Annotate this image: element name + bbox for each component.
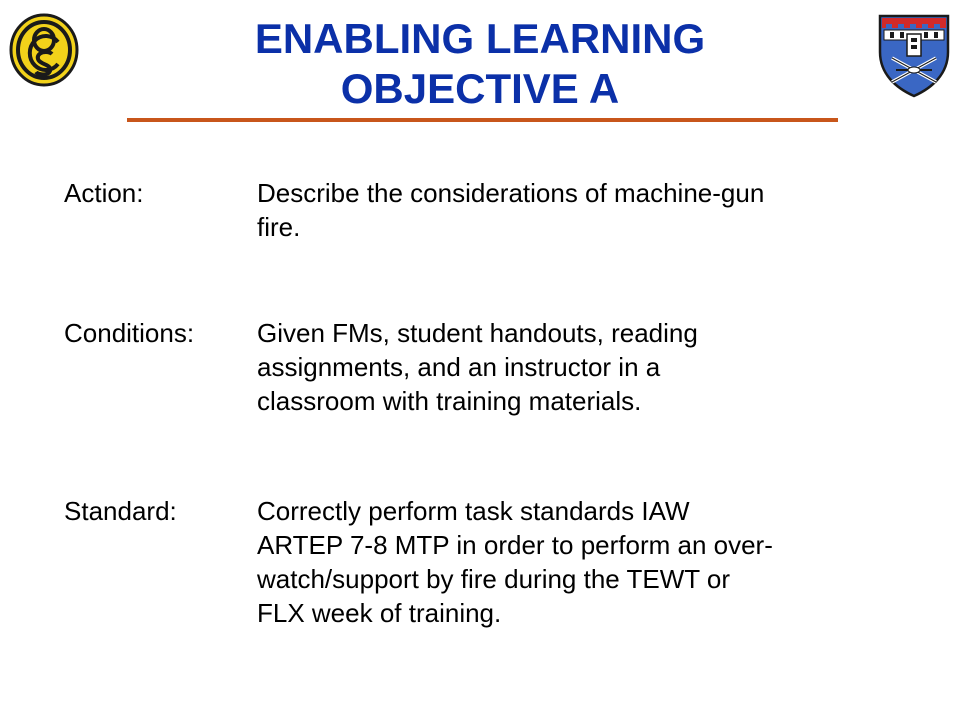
page-title — [160, 14, 800, 114]
action-line: Describe the considerations of machine-gun — [257, 178, 765, 208]
conditions-text — [257, 316, 907, 418]
title-divider — [127, 118, 838, 122]
action-line: fire. — [257, 212, 301, 242]
standard-line: FLX week of training. — [257, 598, 502, 628]
conditions-line: assignments, and an instructor in a — [257, 352, 661, 382]
standard-label: Standard: — [64, 496, 177, 526]
conditions-label: Conditions: — [64, 318, 195, 348]
standard-line: watch/support by fire during the TEWT or — [257, 564, 731, 594]
conditions-line: classroom with training materials. — [257, 386, 642, 416]
ocs-emblem-icon — [8, 12, 80, 88]
title-line-1: ENABLING LEARNING — [254, 15, 706, 62]
action-text — [257, 176, 907, 244]
standard-text — [257, 494, 907, 630]
action-label: Action: — [64, 178, 144, 208]
standard-line: Correctly perform task standards IAW — [257, 496, 690, 526]
conditions-line: Given FMs, student handouts, reading — [257, 318, 698, 348]
infantry-shield-icon — [876, 12, 952, 98]
title-line-2: OBJECTIVE A — [340, 65, 620, 112]
standard-line: ARTEP 7-8 MTP in order to perform an over- — [257, 530, 773, 560]
